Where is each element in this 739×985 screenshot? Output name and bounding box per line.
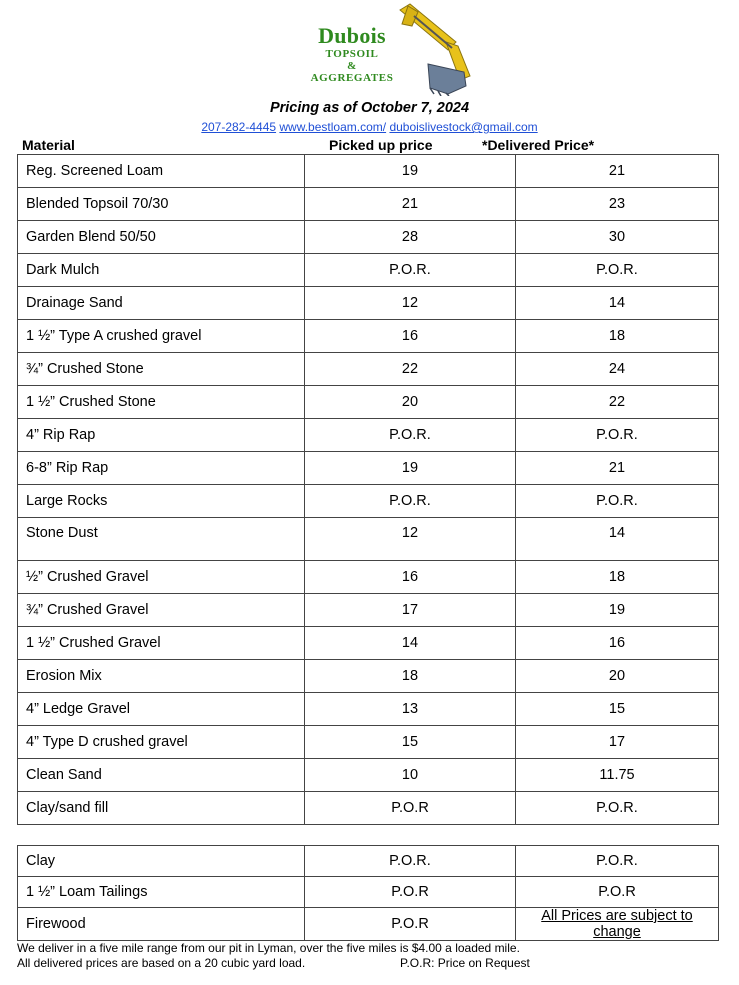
picked-up-price-cell: 17 [305, 594, 516, 627]
material-cell: ¾” Crushed Stone [18, 353, 305, 386]
delivered-price-cell: 15 [516, 693, 719, 726]
picked-up-price-cell: 16 [305, 561, 516, 594]
picked-up-price-cell: 28 [305, 221, 516, 254]
delivered-price-cell: 16 [516, 627, 719, 660]
material-cell: 1 ½” Loam Tailings [18, 877, 305, 908]
picked-up-price-cell: 19 [305, 452, 516, 485]
picked-up-price-cell: P.O.R. [305, 846, 516, 877]
picked-up-price-cell: 14 [305, 627, 516, 660]
delivered-price-cell: P.O.R. [516, 846, 719, 877]
column-header-picked-up: Picked up price [329, 137, 433, 153]
logo-name: Dubois [318, 23, 386, 48]
table-row [18, 908, 719, 941]
table-row [18, 221, 719, 254]
table-row [18, 518, 719, 561]
table-row [18, 792, 719, 825]
extra-price-table [17, 845, 719, 941]
contact-line [0, 120, 739, 134]
table-row [18, 254, 719, 287]
table-row [18, 452, 719, 485]
picked-up-price-cell: 16 [305, 320, 516, 353]
material-cell: ½” Crushed Gravel [18, 561, 305, 594]
material-cell: Blended Topsoil 70/30 [18, 188, 305, 221]
price-table [17, 154, 719, 825]
material-cell: 1 ½” Crushed Gravel [18, 627, 305, 660]
load-note: All delivered prices are based on a 20 cubic yard load. [17, 956, 306, 970]
delivered-price-cell: 11.75 [516, 759, 719, 792]
table-row [18, 594, 719, 627]
delivered-price-cell: P.O.R. [516, 485, 719, 518]
material-cell: Dark Mulch [18, 254, 305, 287]
picked-up-price-cell: 12 [305, 518, 516, 561]
delivered-price-cell: 18 [516, 320, 719, 353]
logo-line-topsoil: TOPSOIL [325, 48, 379, 60]
material-cell: 6-8” Rip Rap [18, 452, 305, 485]
material-cell: 4” Ledge Gravel [18, 693, 305, 726]
delivered-price-cell: 30 [516, 221, 719, 254]
table-row [18, 627, 719, 660]
table-row [18, 419, 719, 452]
material-cell: Clay [18, 846, 305, 877]
picked-up-price-cell: 13 [305, 693, 516, 726]
delivery-note: We deliver in a five mile range from our pit in Lyman, over the five miles is $4.00 a loaded mile. [17, 941, 520, 955]
delivered-price-cell: 22 [516, 386, 719, 419]
delivered-price-cell: 17 [516, 726, 719, 759]
table-row [18, 561, 719, 594]
table-row [18, 188, 719, 221]
delivered-price-cell: 18 [516, 561, 719, 594]
material-cell: ¾” Crushed Gravel [18, 594, 305, 627]
material-cell: Drainage Sand [18, 287, 305, 320]
company-logo [288, 2, 478, 96]
picked-up-price-cell: 22 [305, 353, 516, 386]
footer-line-2 [17, 956, 530, 971]
pricing-heading: Pricing as of October 7, 2024 [269, 100, 470, 116]
delivered-price-cell: 14 [516, 287, 719, 320]
picked-up-price-cell: 12 [305, 287, 516, 320]
delivered-price-cell: 21 [516, 155, 719, 188]
material-cell: Large Rocks [18, 485, 305, 518]
table-row [18, 320, 719, 353]
table-row [18, 155, 719, 188]
delivered-price-cell: P.O.R. [516, 419, 719, 452]
delivered-price-cell: 24 [516, 353, 719, 386]
email-link[interactable]: duboislivestock@gmail.com [389, 120, 538, 134]
column-header-delivered: *Delivered Price* [482, 137, 595, 153]
picked-up-price-cell: 21 [305, 188, 516, 221]
picked-up-price-cell: P.O.R. [305, 419, 516, 452]
delivered-price-cell: P.O.R. [516, 254, 719, 287]
material-cell: 4” Type D crushed gravel [18, 726, 305, 759]
delivered-price-cell: 20 [516, 660, 719, 693]
picked-up-price-cell: 10 [305, 759, 516, 792]
delivered-price-cell: P.O.R. [516, 792, 719, 825]
por-note: P.O.R: Price on Request [400, 956, 530, 970]
material-cell: Clean Sand [18, 759, 305, 792]
table-row [18, 353, 719, 386]
material-cell: 1 ½” Crushed Stone [18, 386, 305, 419]
website-link[interactable]: www.bestloam.com/ [279, 120, 387, 134]
delivered-price-cell: 19 [516, 594, 719, 627]
table-row [18, 846, 719, 877]
picked-up-price-cell: P.O.R. [305, 254, 516, 287]
table-row [18, 693, 719, 726]
material-cell: Stone Dust [18, 518, 305, 561]
delivered-price-cell: All Prices are subject to change [516, 908, 719, 941]
table-row [18, 485, 719, 518]
material-cell: Erosion Mix [18, 660, 305, 693]
column-header-material: Material [22, 137, 75, 153]
material-cell: Firewood [18, 908, 305, 941]
picked-up-price-cell: P.O.R [305, 877, 516, 908]
material-cell: Reg. Screened Loam [18, 155, 305, 188]
material-cell: Garden Blend 50/50 [18, 221, 305, 254]
delivered-price-cell: 23 [516, 188, 719, 221]
logo-line-aggregates: AGGREGATES [310, 72, 394, 84]
picked-up-price-cell: 18 [305, 660, 516, 693]
table-row [18, 660, 719, 693]
material-cell: 1 ½” Type A crushed gravel [18, 320, 305, 353]
picked-up-price-cell: 19 [305, 155, 516, 188]
delivered-price-cell: P.O.R [516, 877, 719, 908]
delivered-price-cell: 14 [516, 518, 719, 561]
material-cell: Clay/sand fill [18, 792, 305, 825]
delivered-price-cell: 21 [516, 452, 719, 485]
phone-link[interactable]: 207-282-4445 [201, 120, 277, 134]
picked-up-price-cell: 20 [305, 386, 516, 419]
picked-up-price-cell: P.O.R [305, 792, 516, 825]
picked-up-price-cell: 15 [305, 726, 516, 759]
table-row [18, 287, 719, 320]
picked-up-price-cell: P.O.R. [305, 485, 516, 518]
logo-ampersand: & [347, 60, 357, 72]
table-row [18, 386, 719, 419]
material-cell: 4” Rip Rap [18, 419, 305, 452]
picked-up-price-cell: P.O.R [305, 908, 516, 941]
table-row [18, 759, 719, 792]
table-row [18, 726, 719, 759]
table-row [18, 877, 719, 908]
